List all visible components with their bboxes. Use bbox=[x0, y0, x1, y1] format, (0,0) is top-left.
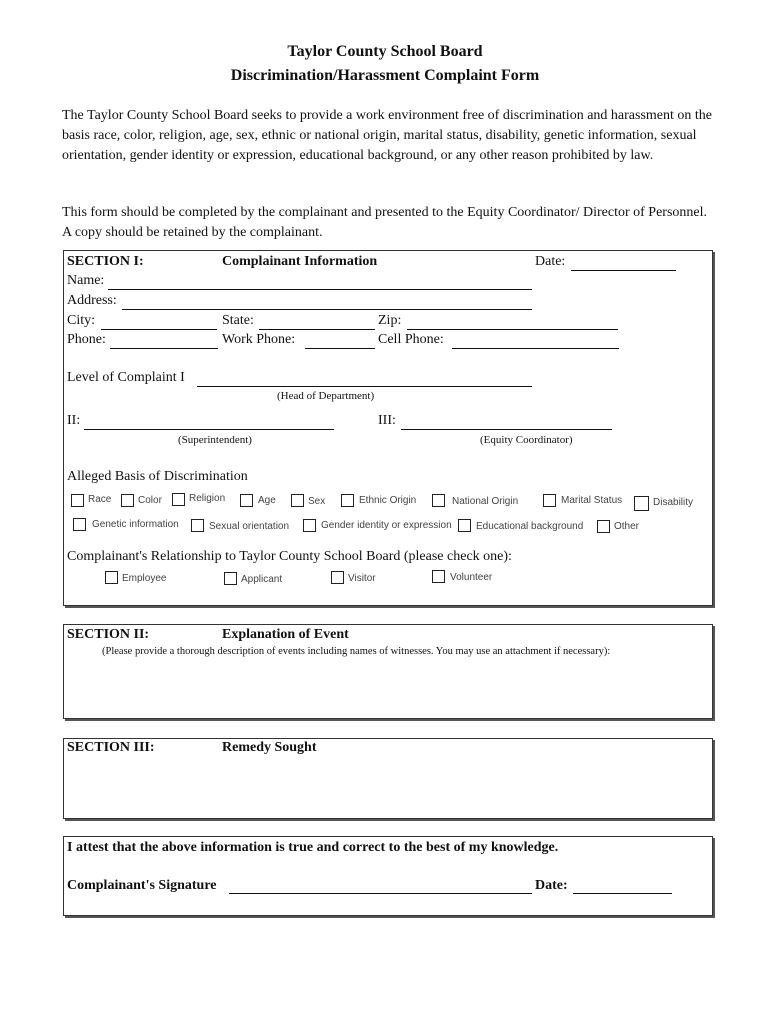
instructions-paragraph: This form should be completed by the complainant and presented to the Equity Coordinator/ Director of Personnel. A copy should be retained by the complainant. bbox=[62, 205, 708, 240]
sex-label: Sex bbox=[308, 496, 326, 507]
section-2-label: SECTION II: bbox=[67, 627, 150, 642]
national-origin-checkbox[interactable] bbox=[432, 494, 445, 507]
ethnic-origin-label: Ethnic Origin bbox=[359, 495, 417, 506]
level-3-field[interactable] bbox=[401, 429, 612, 430]
work-phone-field[interactable] bbox=[305, 348, 375, 349]
employee-label: Employee bbox=[122, 573, 167, 584]
employee-checkbox[interactable] bbox=[105, 571, 118, 584]
gender-identity-checkbox[interactable] bbox=[303, 519, 316, 532]
org-title: Taylor County School Board bbox=[287, 43, 483, 60]
phone-field[interactable] bbox=[110, 348, 218, 349]
name-field[interactable] bbox=[108, 289, 532, 290]
city-field[interactable] bbox=[101, 329, 217, 330]
genetic-information-label: Genetic information bbox=[92, 519, 179, 530]
religion-label: Religion bbox=[189, 493, 226, 504]
zip-label: Zip: bbox=[378, 313, 402, 328]
sexual-orientation-label: Sexual orientation bbox=[209, 521, 290, 532]
level-2-field[interactable] bbox=[84, 429, 334, 430]
level-3-label: III: bbox=[378, 413, 396, 428]
state-field[interactable] bbox=[259, 329, 375, 330]
other-checkbox[interactable] bbox=[597, 520, 610, 533]
color-checkbox[interactable] bbox=[121, 494, 134, 507]
educational-background-label: Educational background bbox=[476, 521, 584, 532]
visitor-checkbox[interactable] bbox=[331, 571, 344, 584]
educational-background-checkbox[interactable] bbox=[458, 519, 471, 532]
phone-label: Phone: bbox=[67, 332, 106, 347]
applicant-checkbox[interactable] bbox=[224, 572, 237, 585]
city-label: City: bbox=[67, 313, 96, 328]
address-label: Address: bbox=[67, 293, 117, 308]
section-3-label: SECTION III: bbox=[67, 740, 155, 755]
sexual-orientation-checkbox[interactable] bbox=[191, 519, 204, 532]
section-2-note: (Please provide a thorough description of events including names of witnesses. You may use an attachment if necessary): bbox=[102, 646, 611, 657]
form-title: Discrimination/Harassment Complaint Form bbox=[230, 67, 540, 84]
cell-phone-field[interactable] bbox=[452, 348, 619, 349]
genetic-information-checkbox[interactable] bbox=[73, 518, 86, 531]
age-label: Age bbox=[258, 495, 276, 506]
ethnic-origin-checkbox[interactable] bbox=[341, 494, 354, 507]
attestation-date-label: Date: bbox=[535, 878, 568, 893]
other-label: Other bbox=[614, 521, 640, 532]
date-label: Date: bbox=[535, 254, 566, 269]
signature-field[interactable] bbox=[229, 893, 532, 894]
state-label: State: bbox=[222, 313, 254, 328]
level-1-field[interactable] bbox=[197, 386, 532, 387]
intro-paragraph: The Taylor County School Board seeks to provide a work environment free of discrimination and harassment on the basis race, color, religion, age, sex, ethnic or national origin, marital status, disability, genetic information, sexual orientation, gender identity or expression, educational background, or any other reason prohibited by law. bbox=[62, 108, 712, 163]
cell-phone-label: Cell Phone: bbox=[378, 332, 444, 347]
age-checkbox[interactable] bbox=[240, 494, 253, 507]
section-3-heading: Remedy Sought bbox=[222, 740, 317, 755]
attestation-statement: I attest that the above information is true and correct to the best of my knowledge. bbox=[67, 840, 559, 855]
alleged-basis-heading: Alleged Basis of Discrimination bbox=[67, 469, 248, 484]
level-of-complaint-label: Level of Complaint I bbox=[67, 370, 185, 385]
zip-field[interactable] bbox=[407, 329, 618, 330]
race-checkbox[interactable] bbox=[71, 494, 84, 507]
signature-label: Complainant's Signature bbox=[67, 878, 217, 893]
section-3-box[interactable] bbox=[63, 738, 713, 819]
address-field[interactable] bbox=[122, 309, 532, 310]
marital-status-checkbox[interactable] bbox=[543, 494, 556, 507]
section-1-heading: Complainant Information bbox=[222, 254, 378, 269]
volunteer-checkbox[interactable] bbox=[432, 570, 445, 583]
name-label: Name: bbox=[67, 273, 105, 288]
disability-checkbox[interactable] bbox=[634, 496, 649, 511]
race-label: Race bbox=[88, 494, 112, 505]
color-label: Color bbox=[138, 495, 162, 506]
marital-status-label: Marital Status bbox=[561, 495, 623, 506]
volunteer-label: Volunteer bbox=[450, 572, 493, 583]
head-of-department-caption: (Head of Department) bbox=[277, 390, 375, 402]
work-phone-label: Work Phone: bbox=[222, 332, 296, 347]
section-1-label: SECTION I: bbox=[67, 254, 144, 269]
sex-checkbox[interactable] bbox=[291, 494, 304, 507]
superintendent-caption: (Superintendent) bbox=[178, 434, 252, 446]
date-field[interactable] bbox=[571, 270, 676, 271]
national-origin-label: National Origin bbox=[452, 496, 519, 507]
disability-label: Disability bbox=[653, 497, 694, 508]
gender-identity-label: Gender identity or expression bbox=[321, 520, 452, 531]
section-2-heading: Explanation of Event bbox=[222, 627, 349, 642]
applicant-label: Applicant bbox=[241, 574, 283, 585]
level-2-label: II: bbox=[67, 413, 81, 428]
section-2-box[interactable] bbox=[63, 624, 713, 719]
visitor-label: Visitor bbox=[348, 573, 376, 584]
religion-checkbox[interactable] bbox=[172, 493, 185, 506]
equity-coordinator-caption: (Equity Coordinator) bbox=[480, 434, 573, 446]
attestation-date-field[interactable] bbox=[573, 893, 672, 894]
relationship-heading: Complainant's Relationship to Taylor County School Board (please check one): bbox=[67, 549, 512, 564]
